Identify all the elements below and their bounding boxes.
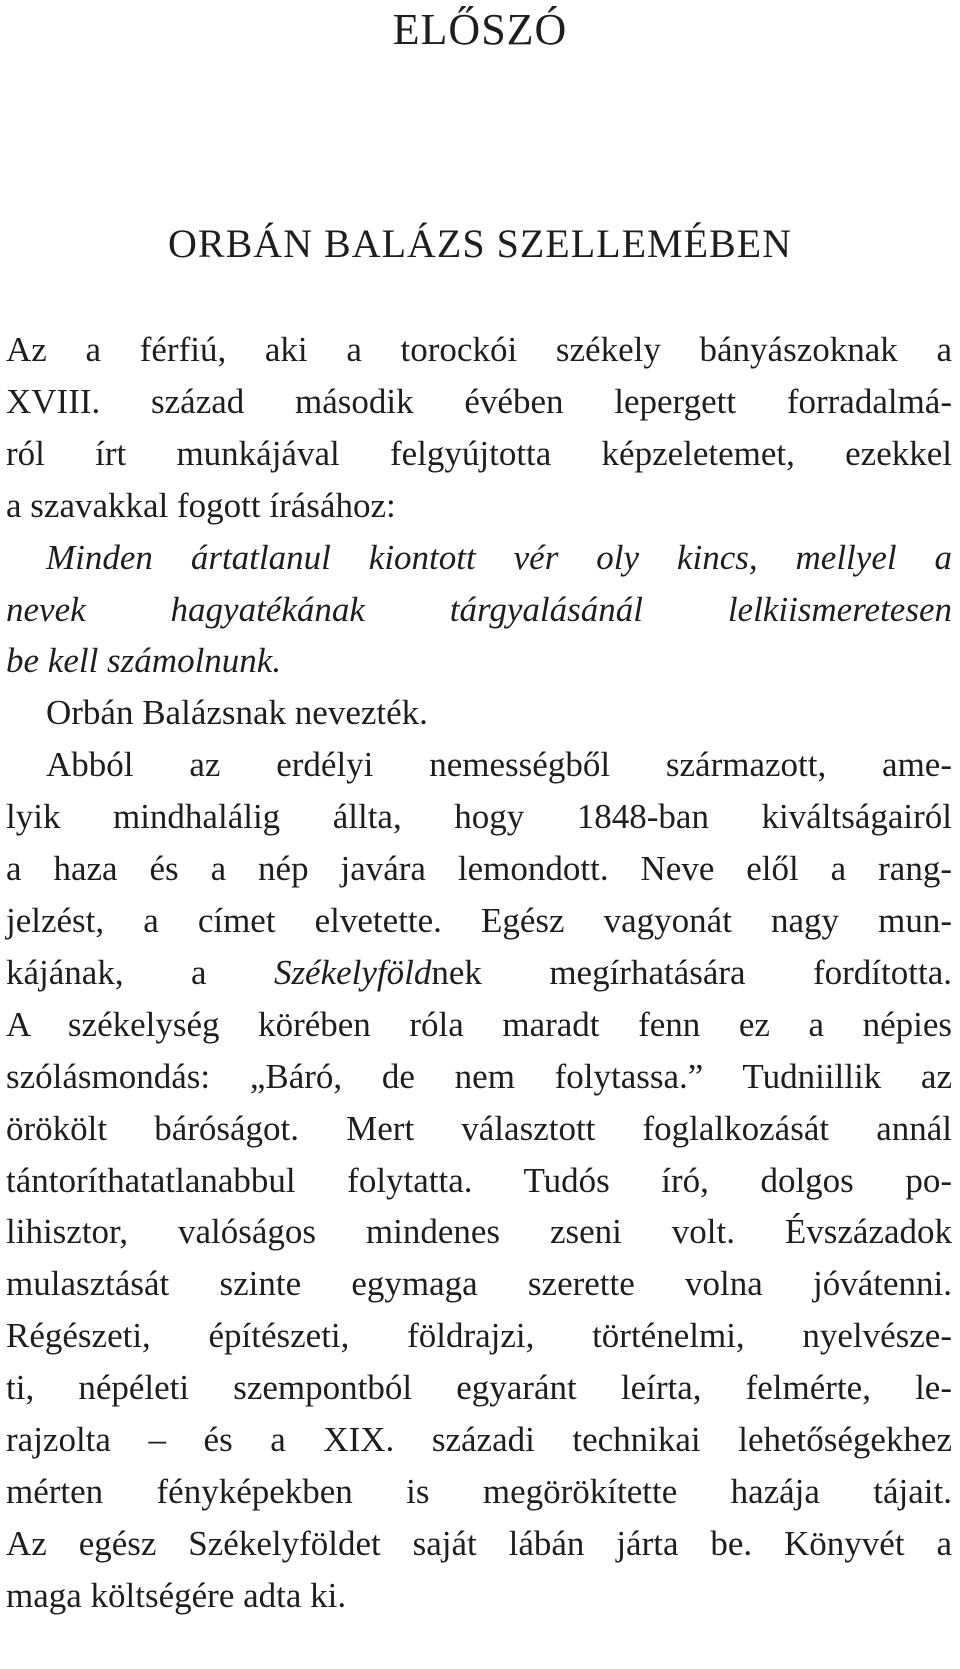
text-line: maga költségére adta ki. [6, 1575, 347, 1615]
text-line: ti, népéleti szempontból egyaránt leírta, felmérte, le- [6, 1368, 952, 1408]
text-line: Orbán Balázsnak nevezték. [46, 693, 428, 733]
section-title: ORBÁN BALÁZS SZELLEMÉBEN [168, 221, 792, 266]
text-line: lihisztor, valóságos mindenes zseni volt. Évszázadok [6, 1212, 952, 1252]
text-line: szólásmondás: „Báró, de nem folytassa.” Tudniillik az [6, 1056, 952, 1096]
emphasized-title: Székelyföld [273, 952, 432, 992]
line-segment: kájának, a [6, 952, 274, 992]
text-line: ról írt munkájával felgyújtotta képzeletemet, ezekkel [6, 433, 952, 473]
text-line [6, 947, 952, 999]
text-line: Az a férfiú, aki a torockói székely bányászoknak a [6, 330, 952, 369]
text-line: mulasztását szinte egymaga szerette volna jóvátenni. [6, 1264, 952, 1304]
body-text [6, 324, 952, 1622]
text-line: Abból az erdélyi nemességből származott, ame- [46, 745, 952, 785]
text-line: örökölt báróságot. Mert választott foglalkozását annál [6, 1108, 952, 1148]
text-line: a szavakkal fogott írásához: [6, 485, 396, 525]
text-line: Régészeti, építészeti, földrajzi, történelmi, nyelvésze- [6, 1316, 952, 1356]
text-line: jelzést, a címet elvetette. Egész vagyonát nagy mun- [6, 900, 952, 940]
text-line: rajzolta – és a XIX. századi technikai lehetőségekhez [6, 1420, 952, 1460]
quote-line: Minden ártatlanul kiontott vér oly kincs, mellyel a [46, 537, 952, 577]
text-line: tántoríthatatlanabbul folytatta. Tudós író, dolgos po- [6, 1160, 952, 1200]
text-line: XVIII. század második évében lepergett forradalmá- [6, 381, 952, 421]
text-line: a haza és a nép javára lemondott. Neve elől a rang- [6, 849, 952, 889]
chapter-title: ELŐSZÓ [392, 5, 568, 54]
text-line: Az egész Székelyföldet saját lábán járta be. Könyvét a [6, 1523, 952, 1563]
line-segment: nek megírhatására fordította. [431, 952, 952, 992]
text-line: lyik mindhalálig állta, hogy 1848-ban kiváltságairól [6, 797, 952, 837]
text-line: mérten fényképekben is megörökítette hazája tájait. [6, 1471, 952, 1511]
quote-line: nevek hagyatékának tárgyalásánál lelkiismeretesen [6, 589, 952, 629]
quote-line: be kell számolnunk. [6, 641, 282, 681]
text-line: A székelység körében róla maradt fenn ez a népies [6, 1004, 952, 1044]
